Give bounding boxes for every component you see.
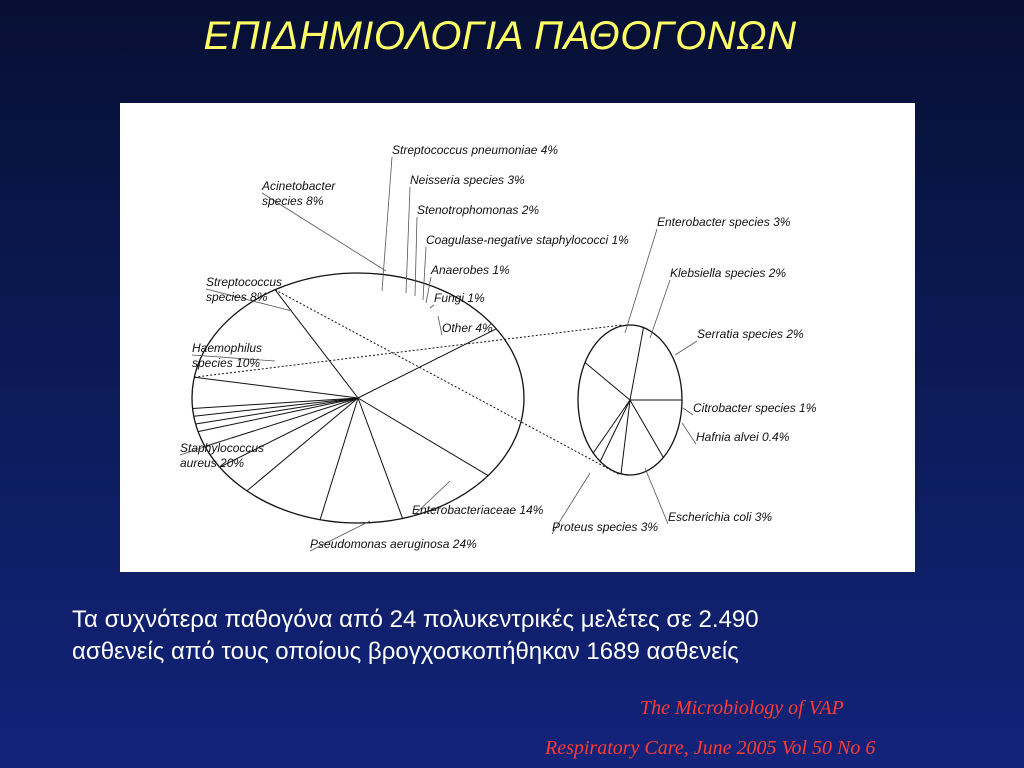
slide-title: ΕΠΙΔΗΜΙΟΛΟΓΙΑ ΠΑΘΟΓΟΝΩΝ [203,14,797,58]
pie-1-leader-coagulase-negative-staphylococci-1 [423,247,426,300]
pie-2-slice-serratia-species-2 [630,400,663,458]
pie-2-label-hafnia-alvei-0-4: Hafnia alvei 0.4% [696,430,790,444]
pie-2-label-serratia-species-2: Serratia species 2% [697,327,804,341]
pie-2-slice-hafnia-alvei-0-4 [600,400,630,461]
pie-2-leader-citrobacter-species-1 [683,408,693,415]
caption-line-1: Τα συχνότερα παθογόνα από 24 πολυκεντρικές μελέτες σε 2.490 [72,606,759,633]
pie-1-slice-enterobacteriaceae-14 [194,377,358,398]
pie-chart-figure [120,103,915,572]
pie-2-leader-escherichia-coli-3 [645,468,668,524]
pie-1-label-acinetobacter-species-8: Acinetobacter species 8% [262,179,336,208]
pie-1-slice-anaerobes-1 [196,398,358,424]
pie-2-leader-hafnia-alvei-0-4 [682,423,696,444]
reference-title: The Microbiology of VAP [640,697,844,719]
reference-journal: Respiratory Care, June 2005 Vol 50 No 6 [545,737,876,759]
pie-2-label-citrobacter-species-1: Citrobacter species 1% [693,401,817,415]
pie-1-leader-fungi-1 [430,305,434,308]
pie-1-label-haemophilus-species-10: Haemophilus species 10% [192,341,263,370]
pie-1-label-enterobacteriaceae-14: Enterobacteriaceae 14% [412,503,544,517]
pie-2-slice-enterobacter-species-3 [630,328,644,400]
pie-1-leader-neisseria-species-3 [406,187,410,293]
pie-1-slice-haemophilus-species-10 [358,398,488,476]
pie-1-leader-anaerobes-1 [426,277,431,303]
pie-chart-svg [120,103,915,572]
pie-1-label-anaerobes-1: Anaerobes 1% [431,263,510,277]
pie-2-label-escherichia-coli-3: Escherichia coli 3% [668,510,773,524]
pie-1-slice-streptococcus-species-8 [358,398,403,518]
pie-1-label-fungi-1: Fungi 1% [434,291,485,305]
pie-1-leader-streptococcus-pneumoniae-4 [382,157,392,291]
pie-1-label-pseudomonas-aeruginosa-24: Pseudomonas aeruginosa 24% [310,537,477,551]
pie-1-slice-acinetobacter-species-8 [320,398,358,520]
caption-line-2: ασθενείς από τους οποίους βρογχοσκοπήθηκαν 1689 ασθενείς [72,638,739,665]
pie-1-label-coagulase-negative-staphylococci-1: Coagulase-negative staphylococci 1% [426,233,629,247]
pie-1-slice-staphylococcus-aureus-20 [358,329,496,398]
pie-2-leader-klebsiella-species-2 [650,280,670,338]
pie-2-label-enterobacter-species-3: Enterobacter species 3% [657,215,791,229]
pie-1-label-other-4: Other 4% [442,321,493,335]
connector-line-bottom [275,290,620,475]
pie-2-leader-serratia-species-2 [675,341,697,355]
pie-1-label-streptococcus-pneumoniae-4: Streptococcus pneumoniae 4% [392,143,559,157]
pie-2-slice-proteus-species-3 [585,363,630,401]
pie-1-label-stenotrophomonas-2: Stenotrophomonas 2% [417,203,540,217]
pie-2-label-klebsiella-species-2: Klebsiella species 2% [670,266,787,280]
caption [72,604,972,668]
pie-1-label-staphylococcus-aureus-20: Staphylococcus aureus 20% [180,441,265,470]
pie-1-label-streptococcus-species-8: Streptococcus species 8% [206,275,283,304]
pie-2-leader-enterobacter-species-3 [625,229,657,333]
pie-1-leader-stenotrophomonas-2 [415,217,417,296]
pie-1-slice-pseudomonas-aeruginosa-24 [275,290,358,398]
pie-1-label-neisseria-species-3: Neisseria species 3% [410,173,525,187]
pie-2-label-proteus-species-3: Proteus species 3% [552,520,659,534]
